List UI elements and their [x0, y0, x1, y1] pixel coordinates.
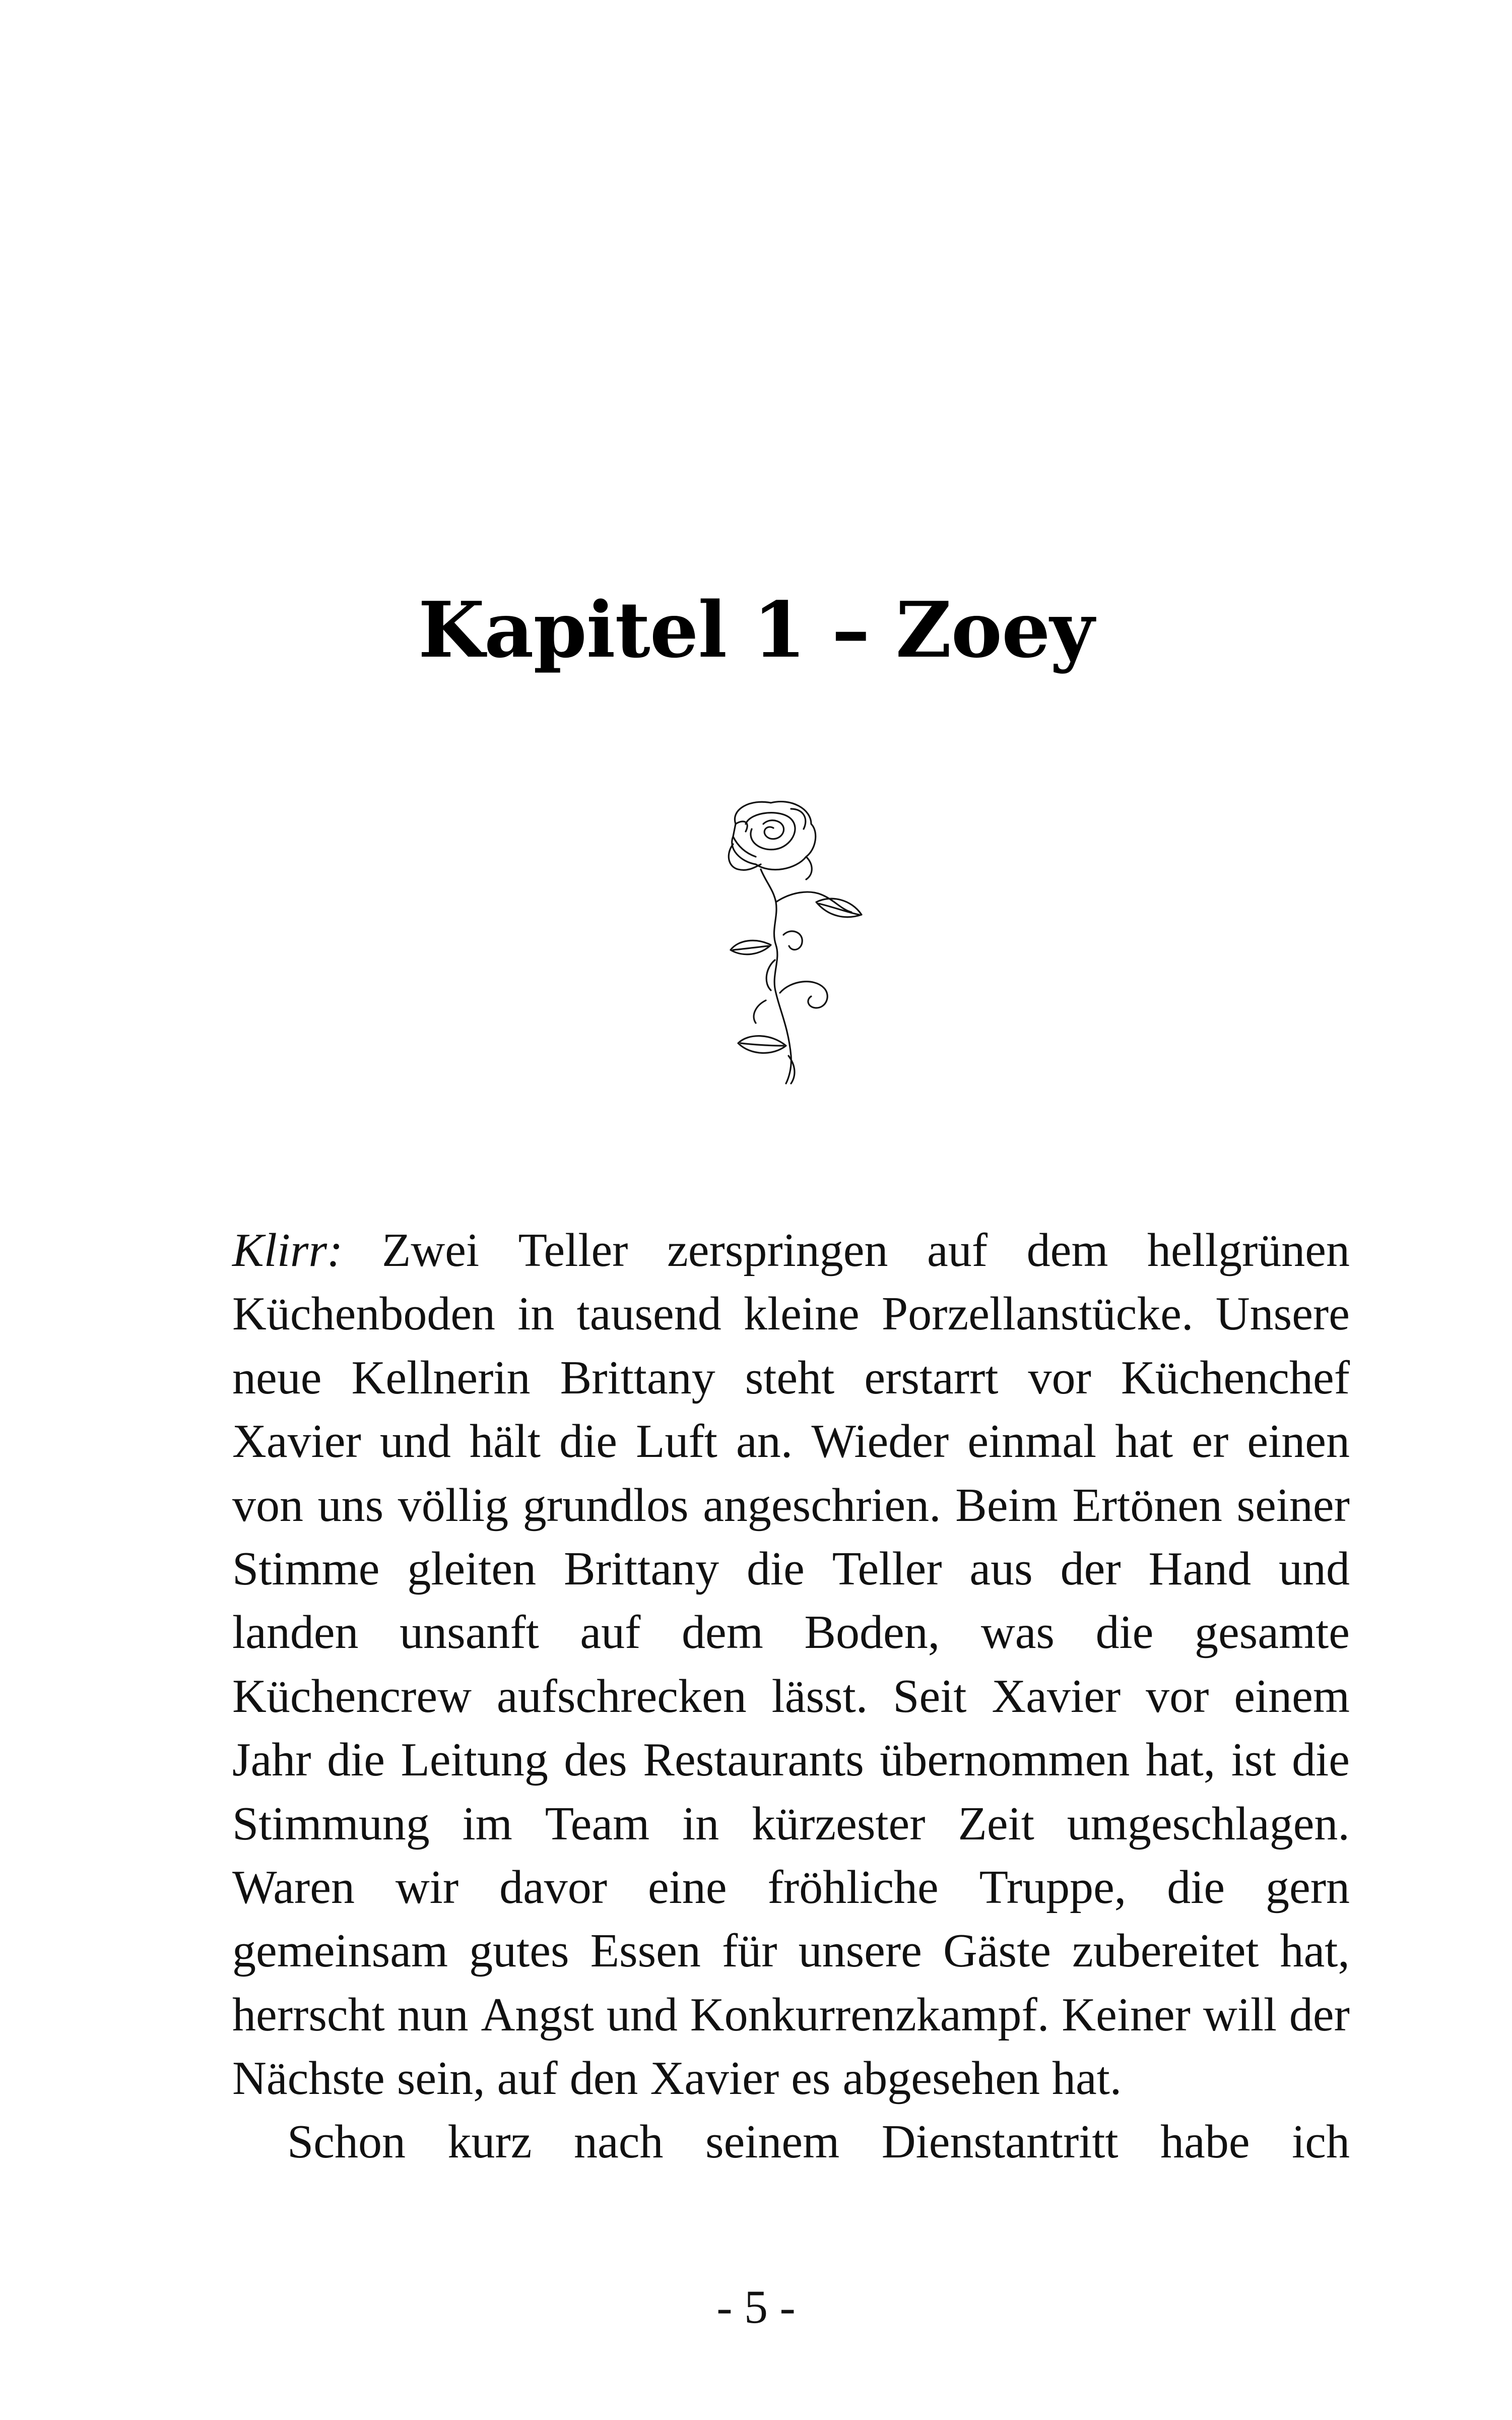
- word: lässt.: [771, 1670, 868, 1723]
- word: Boden,: [804, 1606, 940, 1659]
- word: abgesehen: [842, 2052, 1040, 2105]
- word: Beim: [955, 1479, 1058, 1532]
- word: vor: [1028, 1351, 1091, 1404]
- word: nach: [574, 2116, 664, 2169]
- word: Zwei: [381, 1224, 480, 1277]
- word: Xavier: [992, 1670, 1121, 1723]
- word: Stimmung: [232, 1797, 430, 1850]
- word: in: [517, 1288, 555, 1341]
- word: und: [379, 1415, 451, 1468]
- word: die: [1095, 1606, 1154, 1659]
- page-number: - 5 -: [716, 2281, 796, 2333]
- word: gutes: [469, 1925, 569, 1978]
- word: des: [564, 1734, 627, 1787]
- word: Brittany: [560, 1351, 715, 1404]
- word: landen: [232, 1606, 359, 1659]
- text-line: [232, 1856, 1350, 1919]
- word: hat,: [1145, 1734, 1216, 1787]
- word: gemeinsam: [232, 1925, 448, 1978]
- word: der: [1289, 1988, 1350, 2041]
- text-line: [232, 1410, 1350, 1473]
- word: Jahr: [232, 1734, 311, 1787]
- word: fröhliche: [767, 1861, 939, 1914]
- word: nun: [397, 1988, 469, 2041]
- word: kürzester: [752, 1797, 926, 1850]
- word: hellgrünen: [1147, 1224, 1350, 1277]
- word: Unsere: [1215, 1288, 1350, 1341]
- word: zerspringen: [667, 1224, 888, 1277]
- word: gleiten: [407, 1542, 537, 1595]
- word: seiner: [1236, 1479, 1350, 1532]
- word: Wieder: [811, 1415, 949, 1468]
- word: gern: [1265, 1861, 1350, 1914]
- text-line: [232, 1919, 1350, 1983]
- word: Gäste: [943, 1925, 1051, 1978]
- text-line-indented: [232, 2110, 1350, 2174]
- word: im: [462, 1797, 512, 1850]
- text-line: [232, 1219, 1350, 1282]
- chapter-title: Kapitel 1 – Zoey: [418, 585, 1094, 675]
- word: ist: [1231, 1734, 1276, 1787]
- word: gesamte: [1194, 1606, 1350, 1659]
- word: Zeit: [958, 1797, 1034, 1850]
- word: Leitung: [401, 1734, 548, 1787]
- text-line: [232, 1346, 1350, 1410]
- word: Küchenchef: [1121, 1351, 1350, 1404]
- word: Küchenboden: [232, 1288, 496, 1341]
- word: die: [746, 1542, 805, 1595]
- word: ich: [1292, 2116, 1350, 2169]
- word: Essen: [590, 1925, 701, 1978]
- text-line: [232, 1537, 1350, 1601]
- word: Klirr:: [232, 1224, 343, 1277]
- word: unsere: [798, 1925, 922, 1978]
- word: uns: [317, 1479, 384, 1532]
- word: Teller: [832, 1542, 942, 1595]
- word: aufschrecken: [496, 1670, 747, 1723]
- word: auf: [497, 2052, 558, 2105]
- text-line: [232, 1983, 1350, 2047]
- text-line: [232, 1792, 1350, 1856]
- word: übernommen: [880, 1734, 1130, 1787]
- word: auf: [927, 1224, 988, 1277]
- word: tausend: [576, 1288, 721, 1341]
- word: will: [1203, 1988, 1277, 2041]
- word: Teller: [518, 1224, 628, 1277]
- text-line: [232, 1282, 1350, 1346]
- word: Team: [545, 1797, 650, 1850]
- word: Xavier: [650, 2052, 779, 2105]
- text-line-paragraph-end: [232, 2047, 1350, 2110]
- text-line: [232, 1665, 1350, 1728]
- word: und: [1278, 1542, 1350, 1595]
- word: Angst: [481, 1988, 595, 2041]
- text-line: [232, 1474, 1350, 1537]
- word: völlig: [398, 1479, 509, 1532]
- word: Stimme: [232, 1542, 380, 1595]
- word: Küchencrew: [232, 1670, 472, 1723]
- word: hat,: [1280, 1925, 1350, 1978]
- word: Kellnerin: [351, 1351, 531, 1404]
- text-line: [232, 1601, 1350, 1664]
- word: seinem: [705, 2116, 840, 2169]
- word: kleine: [743, 1288, 860, 1341]
- rose-ornament-icon: [715, 794, 882, 1086]
- word: hat.: [1051, 2052, 1122, 2105]
- text-line: [232, 1728, 1350, 1792]
- word: dem: [1026, 1224, 1108, 1277]
- word: Luft: [636, 1415, 717, 1468]
- word: aus: [969, 1542, 1033, 1595]
- word: die: [327, 1734, 385, 1787]
- word: von: [232, 1479, 303, 1532]
- word: den: [569, 2052, 638, 2105]
- word: was: [980, 1606, 1055, 1659]
- chapter-body-text: [232, 1219, 1350, 2174]
- word: und: [606, 1988, 678, 2041]
- word: herrscht: [232, 1988, 385, 2041]
- word: die: [559, 1415, 617, 1468]
- word: er: [1192, 1415, 1229, 1468]
- word: zubereitet: [1072, 1925, 1259, 1978]
- word: die: [1292, 1734, 1350, 1787]
- word: grundlos: [522, 1479, 689, 1532]
- word: Hand: [1148, 1542, 1252, 1595]
- word: wir: [395, 1861, 459, 1914]
- word: Waren: [232, 1861, 355, 1914]
- word: die: [1167, 1861, 1225, 1914]
- word: Schon: [287, 2116, 406, 2169]
- word: Nächste: [232, 2052, 385, 2105]
- word: einmal: [967, 1415, 1097, 1468]
- word: Xavier: [232, 1415, 361, 1468]
- word: neue: [232, 1351, 322, 1404]
- word: kurz: [447, 2116, 532, 2169]
- word: einen: [1247, 1415, 1350, 1468]
- word: hält: [470, 1415, 541, 1468]
- word: Dienstantritt: [881, 2116, 1119, 2169]
- word: Truppe,: [979, 1861, 1127, 1914]
- word: vor: [1146, 1670, 1209, 1723]
- word: angeschrien.: [703, 1479, 941, 1532]
- word: habe: [1160, 2116, 1250, 2169]
- word: Brittany: [564, 1542, 719, 1595]
- word: Seit: [893, 1670, 967, 1723]
- word: unsanft: [400, 1606, 539, 1659]
- word: Ertönen: [1072, 1479, 1222, 1532]
- word: Restaurants: [643, 1734, 864, 1787]
- word: an.: [736, 1415, 793, 1468]
- word: Konkurrenzkampf.: [690, 1988, 1049, 2041]
- word: in: [682, 1797, 719, 1850]
- word: Porzellanstücke.: [881, 1288, 1194, 1341]
- word: dem: [681, 1606, 763, 1659]
- word: eine: [648, 1861, 727, 1914]
- word: sein,: [397, 2052, 485, 2105]
- word: Keiner: [1062, 1988, 1191, 2041]
- word: es: [791, 2052, 831, 2105]
- word: steht: [745, 1351, 835, 1404]
- word: einem: [1234, 1670, 1350, 1723]
- word: für: [721, 1925, 777, 1978]
- word: der: [1060, 1542, 1121, 1595]
- word: umgeschlagen.: [1067, 1797, 1350, 1850]
- word: hat: [1115, 1415, 1173, 1468]
- word: auf: [580, 1606, 641, 1659]
- word: davor: [499, 1861, 608, 1914]
- word: erstarrt: [864, 1351, 999, 1404]
